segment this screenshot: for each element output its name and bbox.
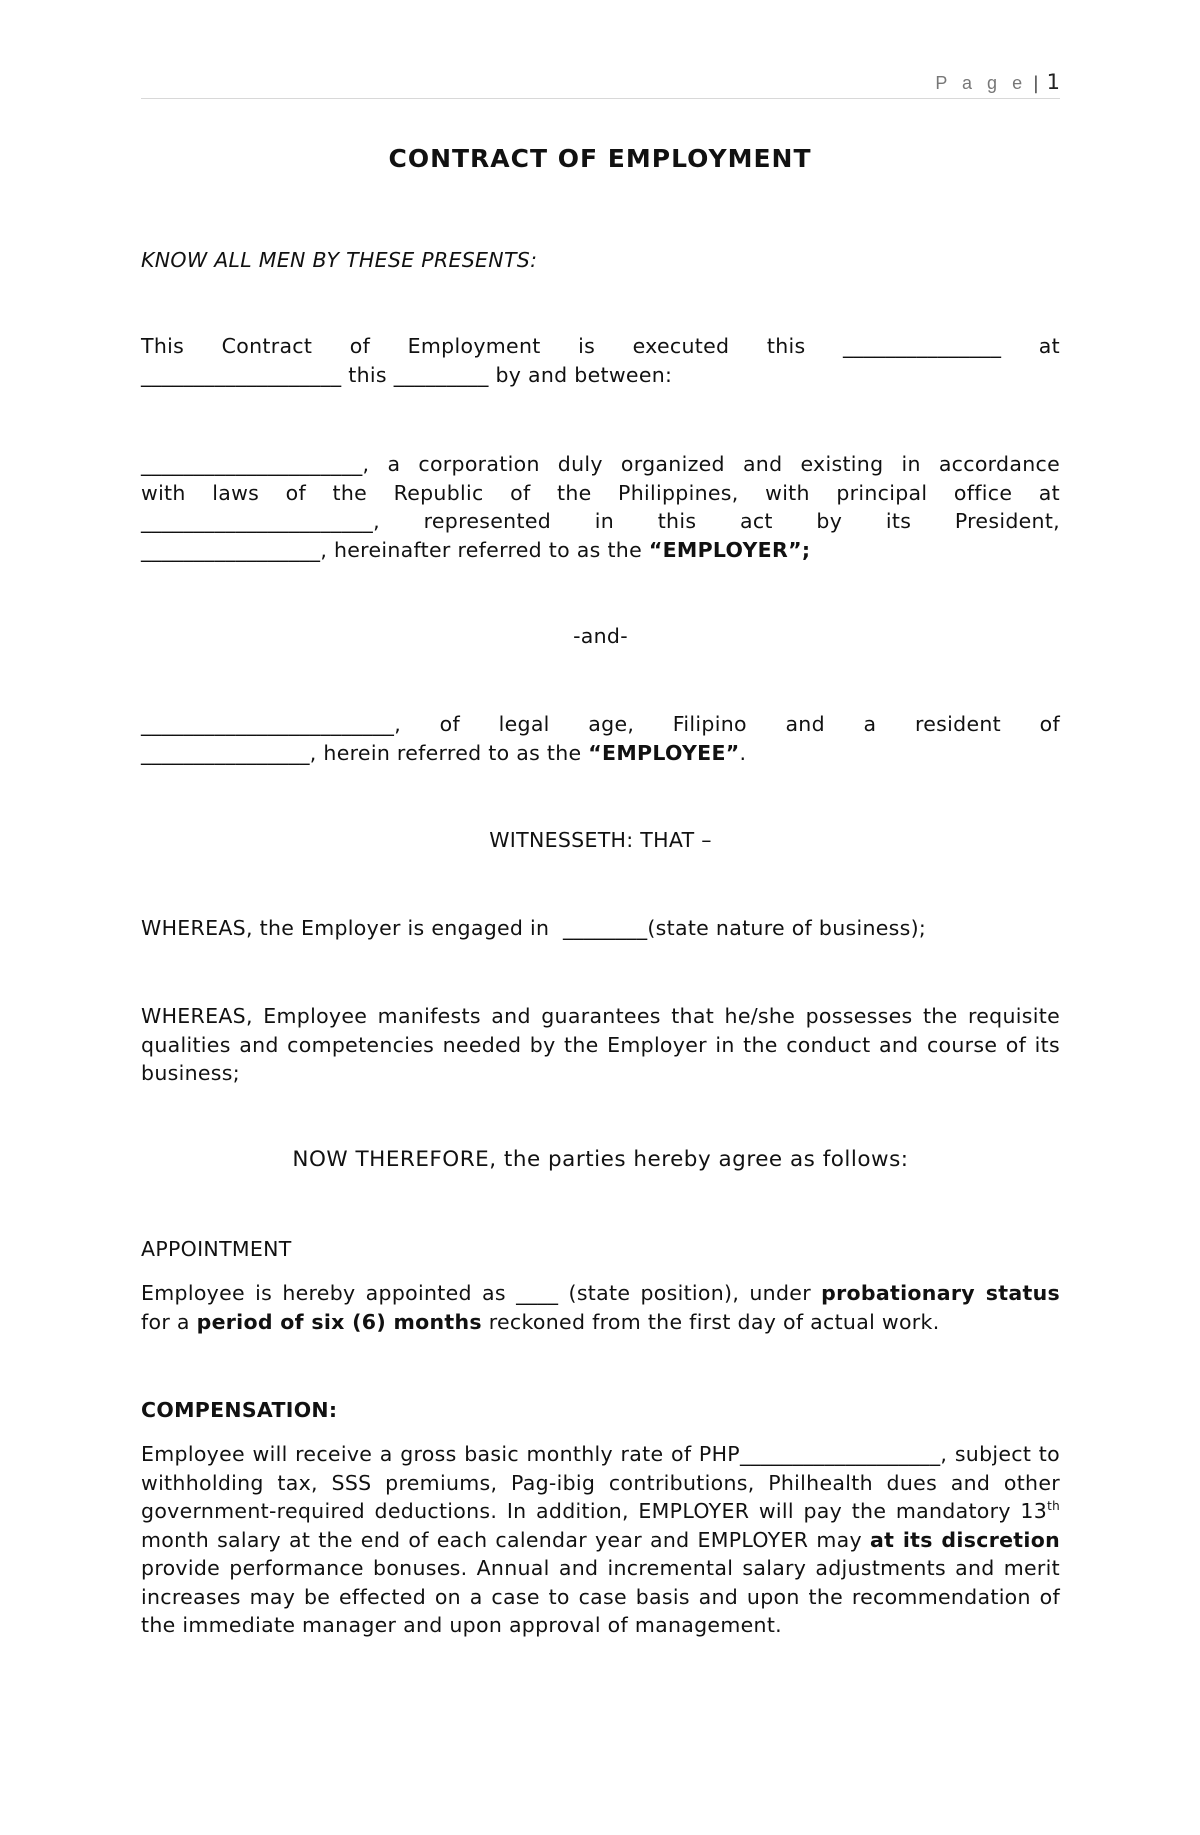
executed-line-2: ___________________ this _________ by and between: (141, 362, 673, 387)
employer-line-4-text: _________________, hereinafter referred to as the (141, 537, 649, 562)
discretion-phrase: at its discretion (869, 1527, 1061, 1552)
compensation-heading: COMPENSATION: (141, 1398, 338, 1422)
page-label: P a g e (935, 73, 1028, 93)
probation-period: period of six (6) months (196, 1309, 482, 1334)
employer-designation: “EMPLOYER”; (648, 537, 811, 562)
employer-party-clause (141, 450, 1060, 564)
document-title: CONTRACT OF EMPLOYMENT (388, 144, 812, 173)
compensation-text-2: month salary at the end of each calendar year and EMPLOYER may (141, 1527, 870, 1552)
and-separator: -and- (573, 624, 628, 648)
page-number: 1 (1046, 70, 1060, 94)
preamble: KNOW ALL MEN BY THESE PRESENTS: (141, 248, 538, 272)
page-separator: | (1032, 73, 1039, 94)
appointment-heading: APPOINTMENT (141, 1237, 292, 1261)
now-therefore-heading: NOW THEREFORE, the parties hereby agree as follows: (292, 1147, 909, 1172)
executed-line-1: This Contract of Employment is executed this _______________ at (141, 334, 1060, 358)
executed-clause (141, 332, 1060, 389)
employee-designation: “EMPLOYEE” (588, 740, 740, 765)
employee-line-2 (141, 739, 1060, 768)
appointment-text-3: reckoned from the first day of actual work. (481, 1309, 940, 1334)
ordinal-suffix: th (1047, 1499, 1060, 1514)
probationary-status: probationary status (821, 1281, 1060, 1305)
employee-line-2-end: . (739, 740, 747, 765)
employee-party-clause (141, 710, 1060, 767)
compensation-text-1: Employee will receive a gross basic monthly rate of PHP___________________, subject to withholding tax, SSS premiums, Pag-ibig contributions, Philhealth dues and other government-required deductions. In addition, EMPLOYER will pay the mandatory 13 (141, 1442, 1060, 1523)
employer-line-4 (141, 536, 1060, 565)
employer-line-1: _____________________, a corporation duly organized and existing in accordance (141, 452, 1060, 476)
appointment-text-2: for a (141, 1309, 197, 1334)
page-header (141, 70, 1060, 99)
employer-line-2: with laws of the Republic of the Philippines, with principal office at (141, 480, 1060, 505)
employee-line-2-text: ________________, herein referred to as the (141, 740, 589, 765)
whereas-qualities: WHEREAS, Employee manifests and guarantees that he/she possesses the requisite qualities and competencies needed by the Employer in the conduct and course of its business; (141, 1004, 1060, 1085)
employer-line-3: ______________________, represented in this act by its President, (141, 509, 1060, 533)
whereas-business: WHEREAS, the Employer is engaged in ________(state nature of business); (141, 916, 927, 940)
employee-line-1: ________________________, of legal age, Filipino and a resident of (141, 712, 1060, 736)
compensation-text-3: provide performance bonuses. Annual and incremental salary adjustments and merit increases may be effected on a case to case basis and upon the recommendation of the immediate manager and upon approval of management. (141, 1556, 1060, 1637)
appointment-clause (141, 1279, 1060, 1336)
compensation-clause (141, 1440, 1060, 1640)
appointment-text-1: Employee is hereby appointed as ____ (state position), under (141, 1281, 822, 1305)
witnesseth-heading: WITNESSETH: THAT – (489, 828, 712, 852)
